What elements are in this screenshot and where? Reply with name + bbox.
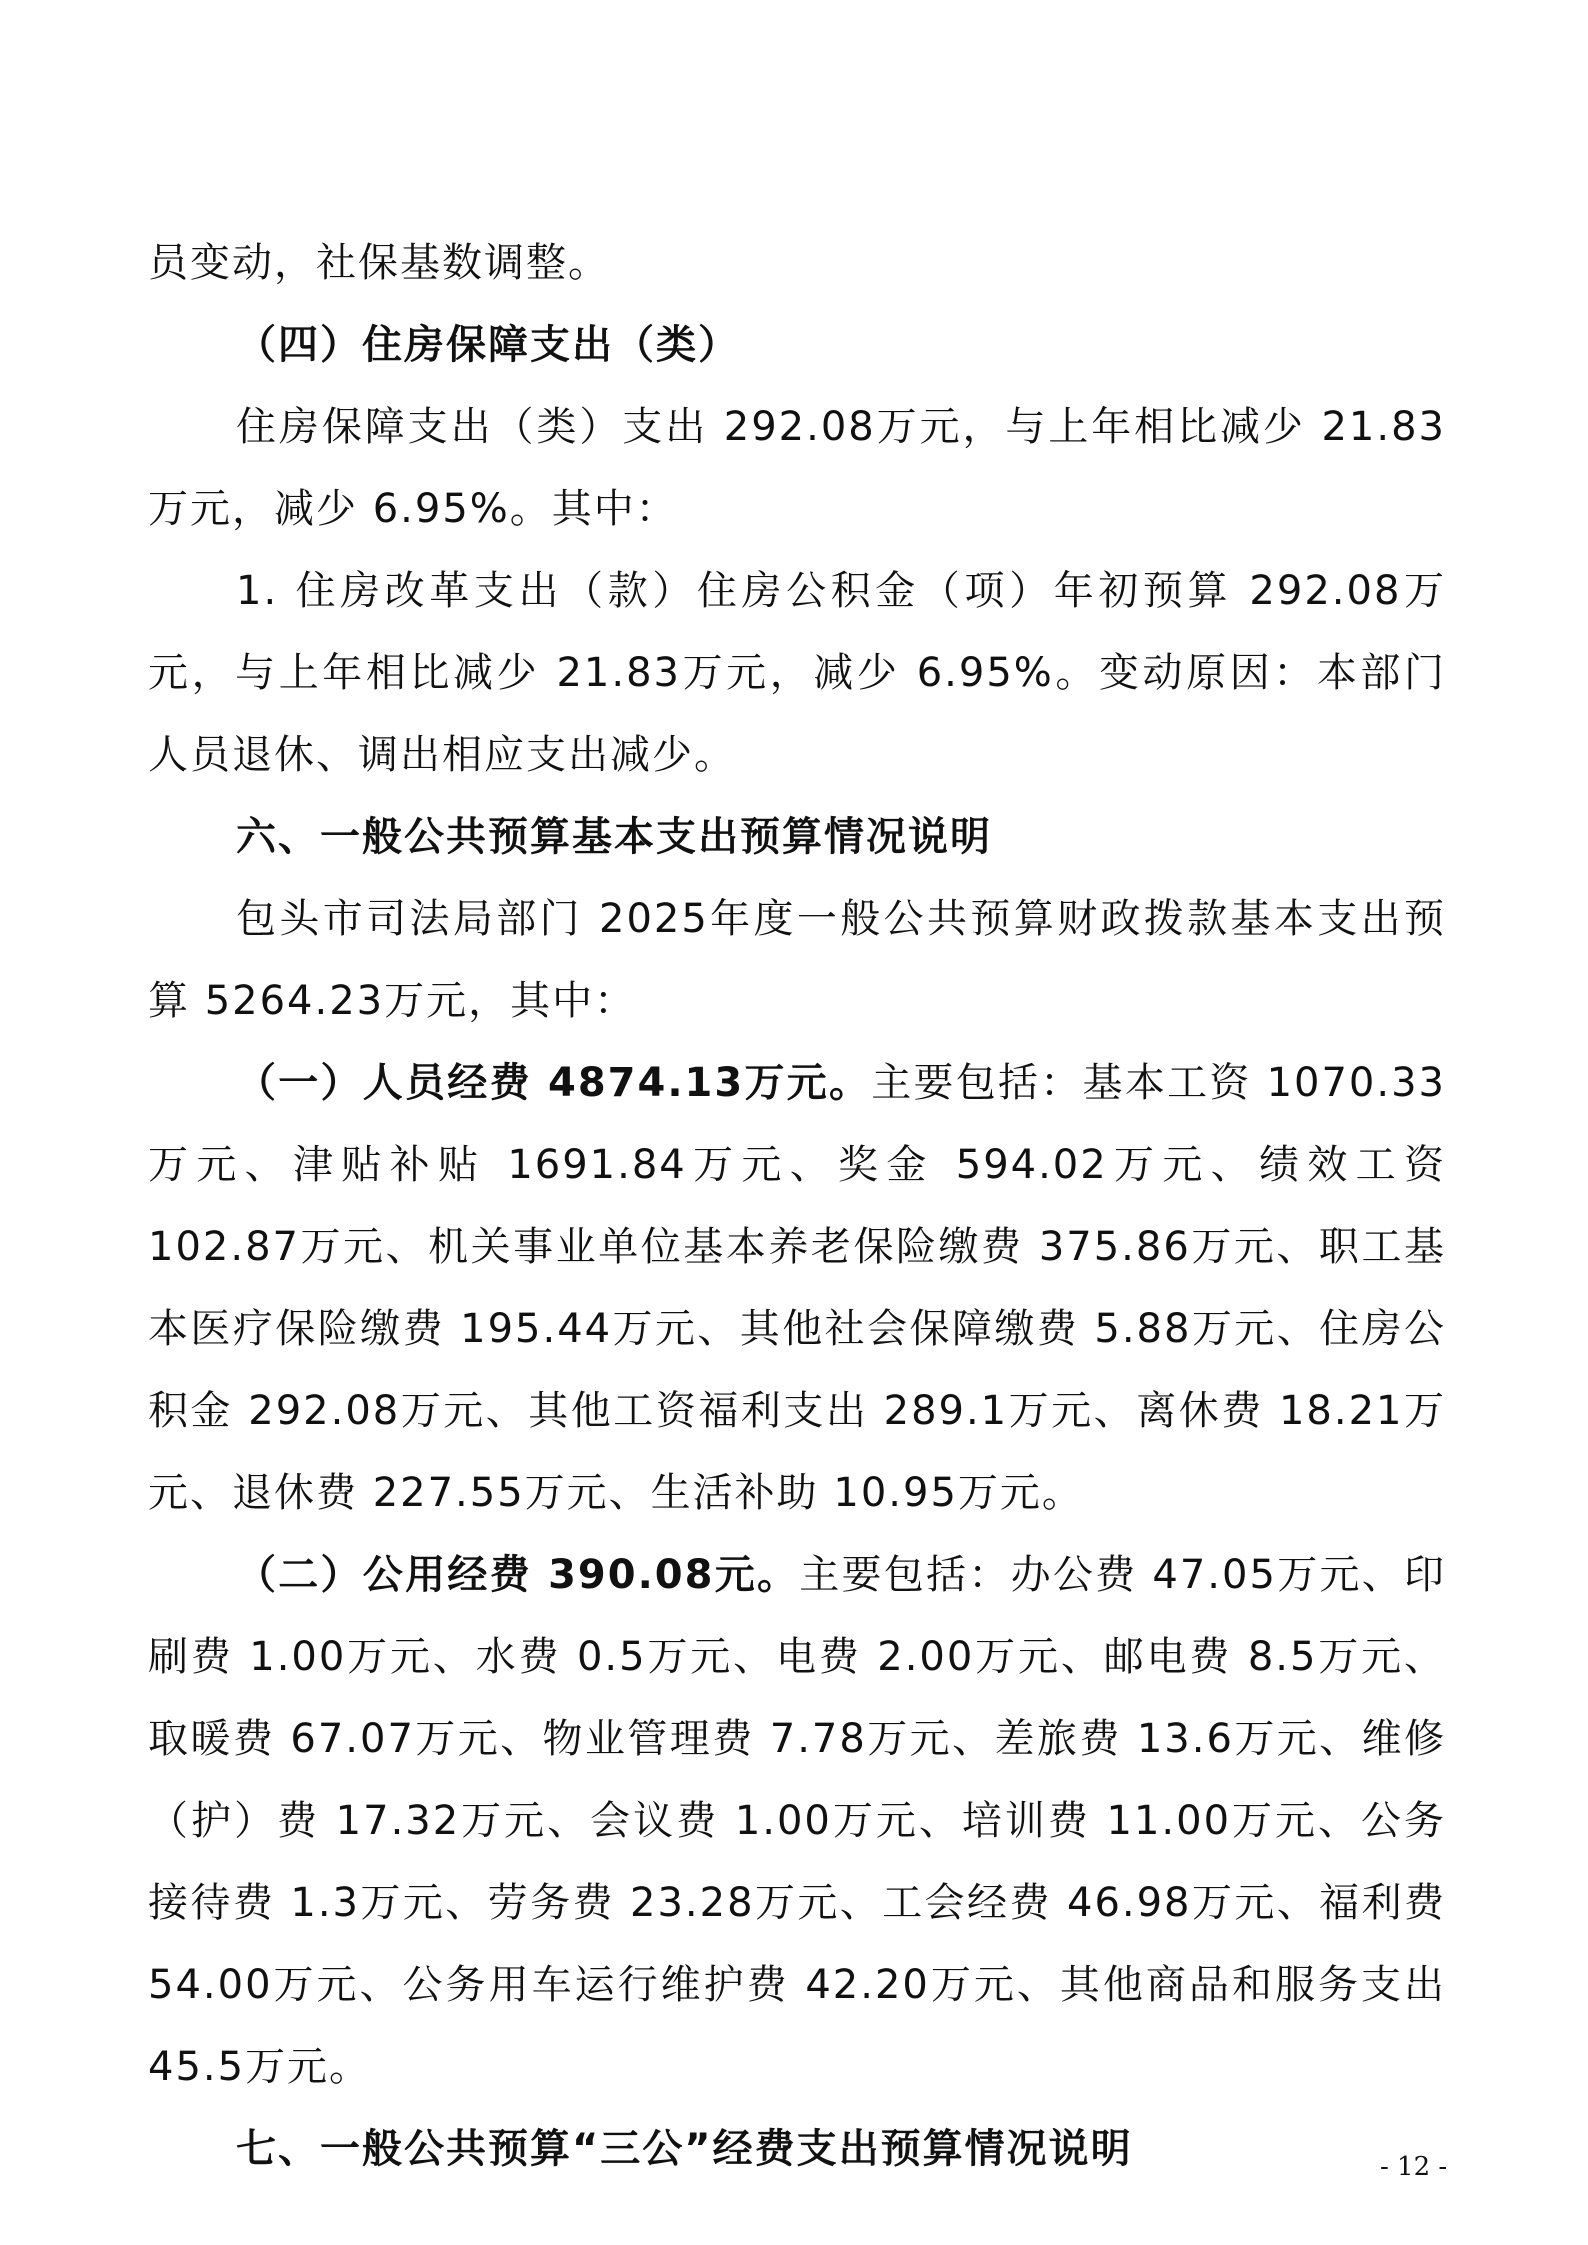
- personnel-expenses-body: 主要包括：基本工资 1070.33万元、津贴补贴 1691.84万元、奖金 594.02万元、绩效工资 102.87万元、机关事业单位基本养老保险缴费 375.86万元、职工基本医疗保险缴费 195.44万元、其他社会保障缴费 5.88万元、住房公积金 292.08万元、其他工资福利支出 289.1万元、离休费 18.21万元、退休费 227.55万元、生活补助 10.95万元。: [148, 1060, 1446, 1516]
- personnel-expenses-lead: （一）人员经费 4874.13万元。: [236, 1060, 872, 1106]
- paragraph-continuation: 员变动，社保基数调整。: [148, 240, 610, 286]
- paragraph-public-expenses: [148, 1534, 1446, 2108]
- page-number: - 12 -: [1380, 2152, 1448, 2182]
- paragraph-housing-reform-item: 1. 住房改革支出（款）住房公积金（项）年初预算 292.08万元，与上年相比减少 21.83万元，减少 6.95%。变动原因：本部门人员退休、调出相应支出减少。: [148, 568, 1446, 778]
- heading-section-7: 七、一般公共预算“三公”经费支出预算情况说明: [236, 2126, 1133, 2172]
- public-expenses-body: 主要包括：办公费 47.05万元、印刷费 1.00万元、水费 0.5万元、电费 2.00万元、邮电费 8.5万元、取暖费 67.07万元、物业管理费 7.78万元、差旅费 13.6万元、维修（护）费 17.32万元、会议费 1.00万元、培训费 11.00万元、公务接待费 1.3万元、劳务费 23.28万元、工会经费 46.98万元、福利费 54.00万元、公务用车运行维护费 42.20万元、其他商品和服务支出 45.5万元。: [148, 1552, 1447, 2090]
- heading-section-6: 六、一般公共预算基本支出预算情况说明: [236, 814, 992, 860]
- paragraph-personnel-expenses: [148, 1042, 1446, 1534]
- public-expenses-lead: （二）公用经费 390.08元。: [236, 1552, 800, 1598]
- paragraph-basic-expenditure: 包头市司法局部门 2025年度一般公共预算财政拨款基本支出预算 5264.23万元，其中：: [148, 896, 1446, 1024]
- document-body: [148, 222, 1446, 2190]
- paragraph-housing-summary: 住房保障支出（类）支出 292.08万元，与上年相比减少 21.83万元，减少 6.95%。其中：: [148, 404, 1446, 532]
- heading-housing-security: （四）住房保障支出（类）: [236, 322, 740, 368]
